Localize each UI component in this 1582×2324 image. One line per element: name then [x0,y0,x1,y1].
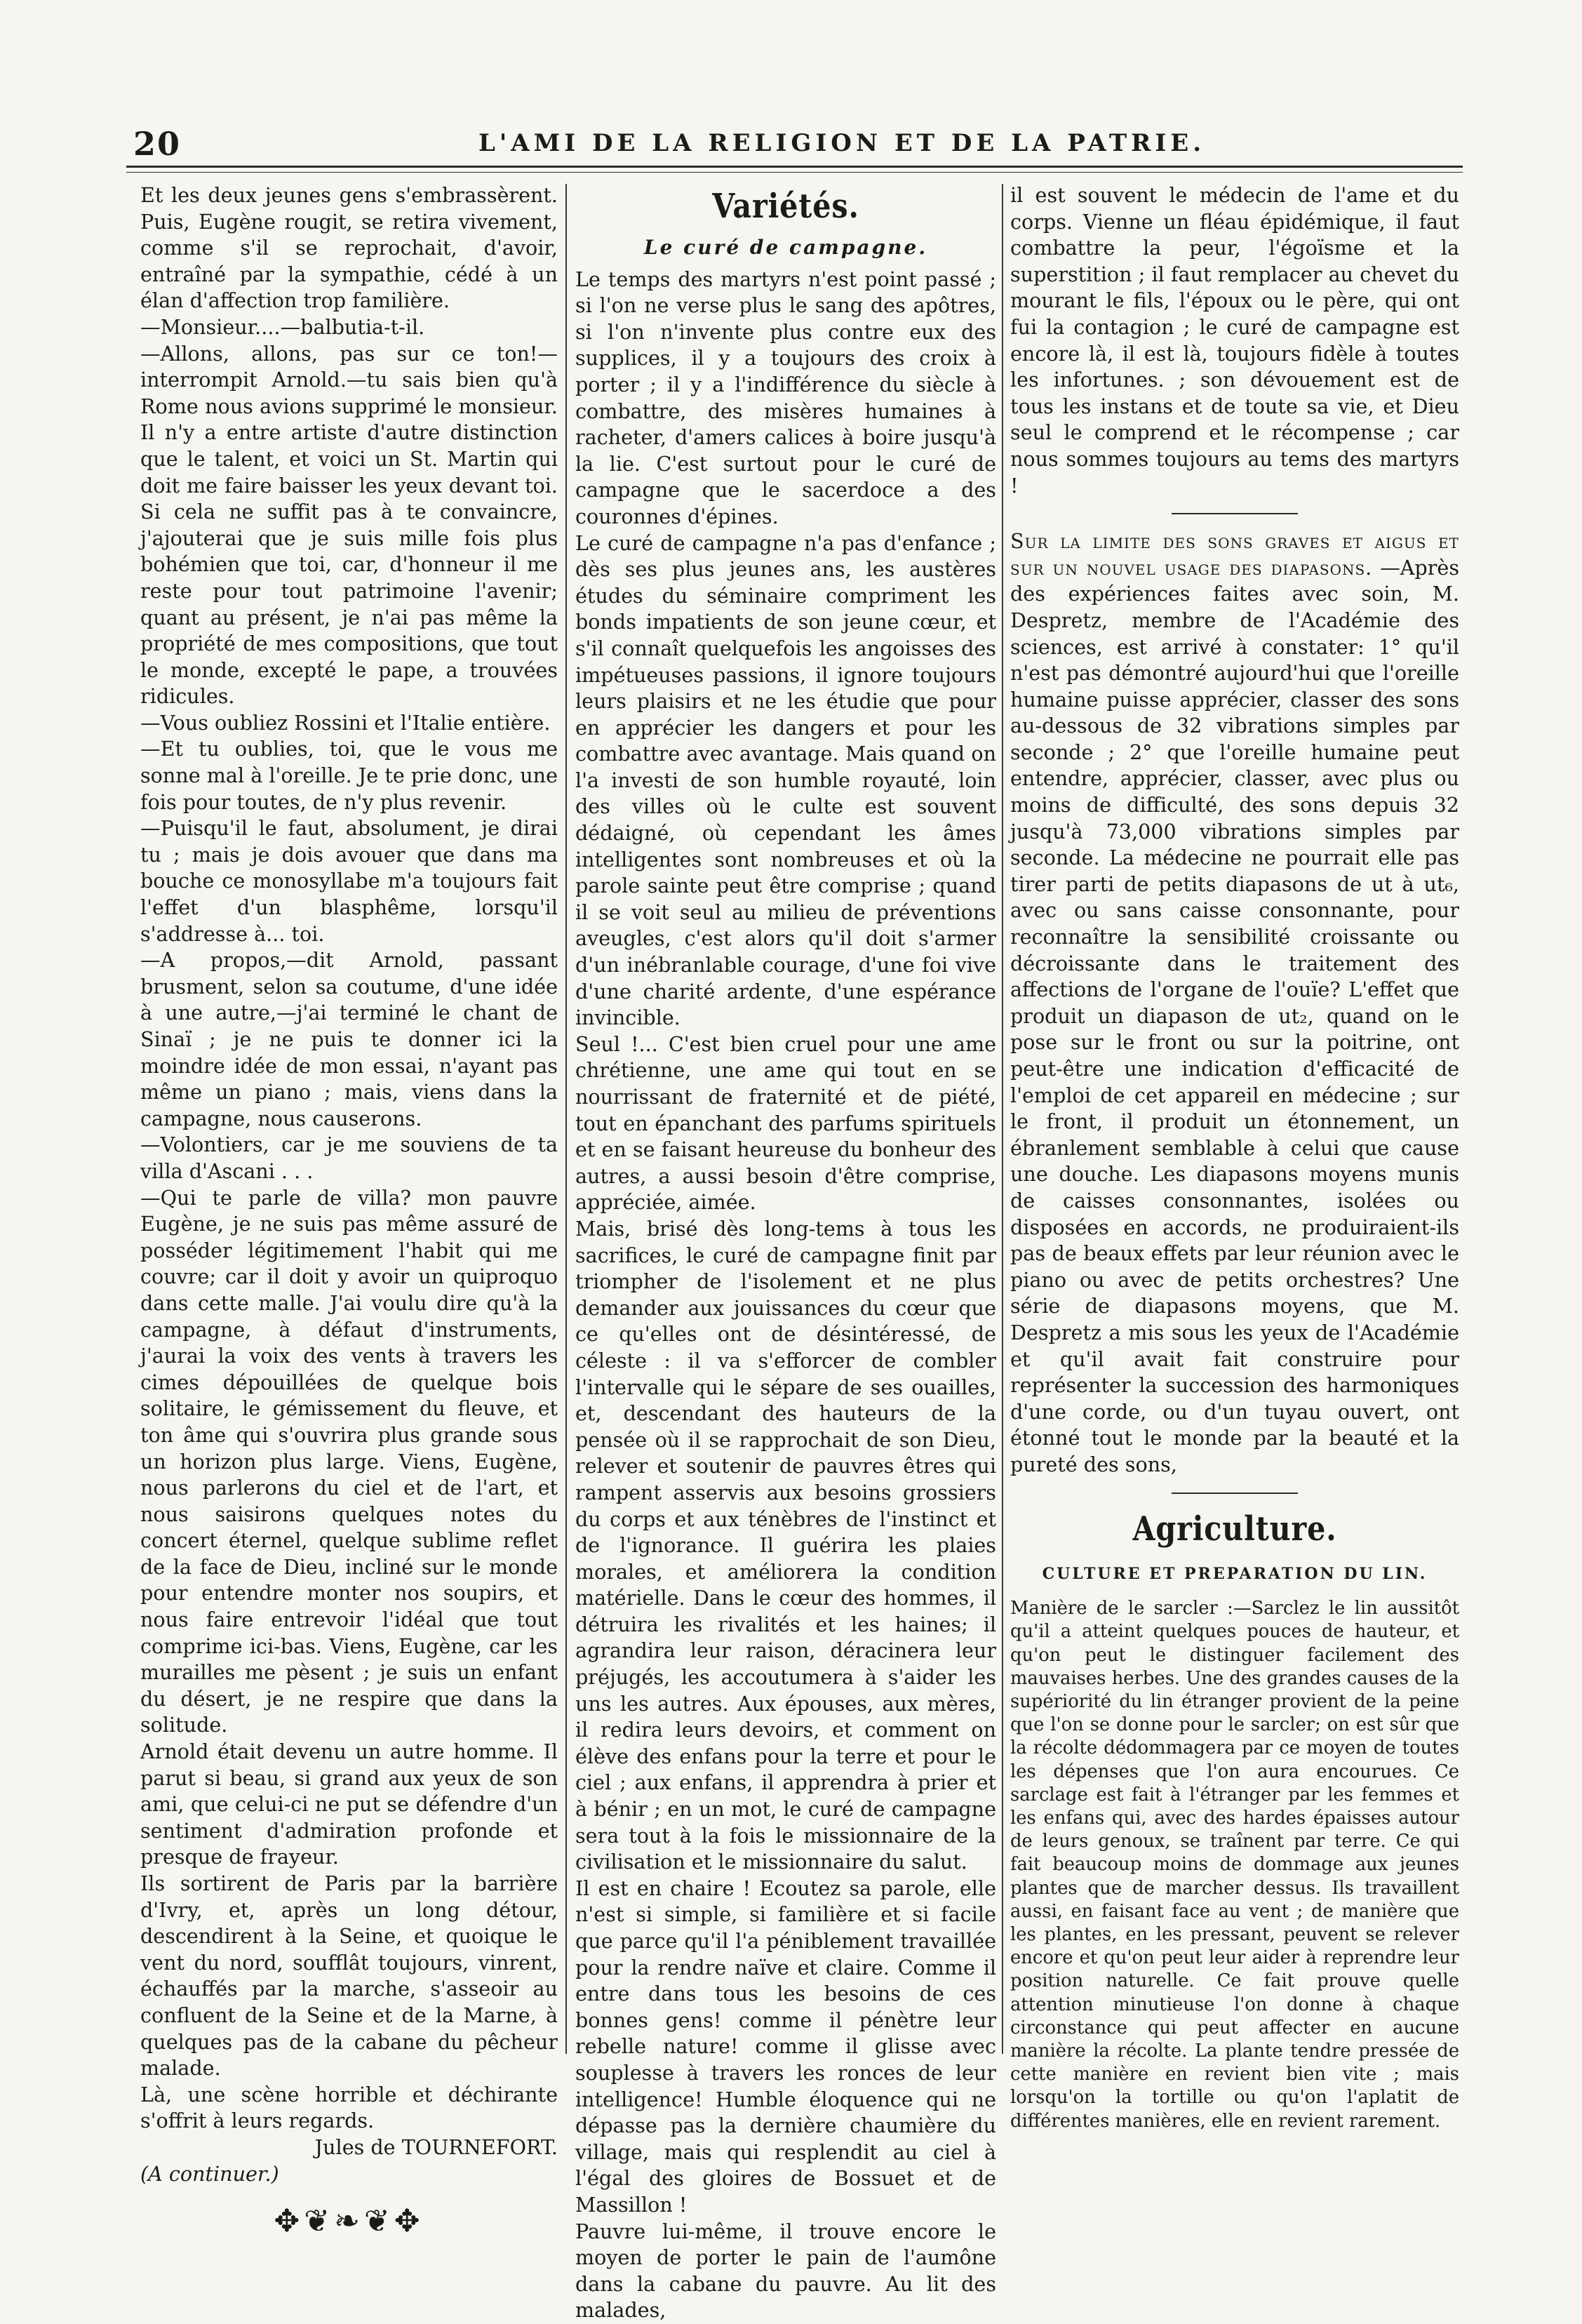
paragraph: —Monsieur....—balbutia-t-il. [140,314,425,339]
paragraph: Manière de le sarcler :—Sarclez le lin aussitôt qu'il a atteint quelques pouces de hauteur, et qu'on peut le distinguer facilement des mauvaises herbes. Une des grandes causes de la supériorité du lin étranger provient de la peine que l'on se donne pour le sarcler; on est sûr que la récolte dédommagera par ce moyen de toutes les dépenses que l'on aura encourues. Ce sarclage est fait à l'étranger par les femmes et les enfans qui, avec des hardes épaisses autour de leurs genoux, se traînent par terre. Ce qui fait beaucoup moins de dommage aux jeunes plantes que de marcher dessus. Ils travaillent aussi, en faisant face au vent ; de manière que les plantes, en les pressant, peuvent se relever encore et qu'on peut leur aider à reprendre leur position naturelle. Ce fait prouve quelle attention minutieuse l'on donne à chaque circonstance qui peut affecter en aucune manière la récolte. La plante tendre pressée de cette manière en revient bien vite ; mais lorsqu'on la tortille ou qu'on l'aplatit de différentes manières, elle en revient rarement. [1010,1598,1459,2132]
note-text: —Après des expériences faites avec soin, M. Despretz, membre de l'Académie des sciences, est arrivé à constater: 1° qu'il n'est pas démontré aujourd'hui que l'oreille humaine puisse apprécier, classer des sons au-dessous de 32 vibrations simples par seconde ; 2° que l'oreille humaine peut entendre, apprécier, classer, avec plus ou moins de difficulté, des sons depuis 32 jusqu'à 73,000 vibrations simples par seconde. La médecine ne pourrait elle pas tirer parti de petits diapasons de ut à ut₆, avec ou sans caisse consonnante, pour reconnaître la sensibilité croissante ou décroissante dans le traitement des affections de l'organe de l'ouïe? L'effet que produit un diapason de ut₂, quand on le pose sur le front ou sur la poitrine, ont peut-être une indication d'efficacité de l'emploi de cet appareil en médecine ; sur le front, il produit un étonnement, un ébranlement semblable à celui que cause une douche. Les diapasons moyens munis de caisses consonnantes, isolées ou disposées en accords, ne produiraient-ils pas de beaux effets par leur réunion avec le piano ou avec de petits orchestres? Une série de diapasons moyens, que M. Despretz a mis sous les yeux de l'Académie et qu'il avait fait construire pour représenter la succession des harmoniques d'une corde, ou d'un tuyau ouvert, ont étonné tout le monde par la beauté et la pureté des sons, [1010,555,1459,1476]
note-heading: Sur la limite des sons graves et aigus et sur un nouvel usage des diapasons. [1010,529,1459,580]
paragraph: Il est en chaire ! Ecoutez sa parole, elle n'est si simple, si familière et si facile que parce qu'il l'a péniblement travaillée pour la rendre naïve et claire. Comme il entre dans tous les besoins de ces bonnes gens! comme il pénètre leur rebelle nature! comme il glisse avec souplesse à travers les ronces de leur intelligence! Humble éloquence qui ne dépasse pas la dernière chaumière du village, mais qui resplendit au ciel à l'égal des gloires de Bossuet et de Massillon ! [575,1876,996,2217]
paragraph: Le temps des martyrs n'est point passé ; si l'on ne verse plus le sang des apôtres, si l'on n'invente plus contre eux des supplices, il y a toujours des croix à porter ; il y a l'indifférence du siècle à combattre, des misères humaines à racheter, d'amers calices à boire jusqu'à la lie. C'est surtout pour le curé de campagne que le sacerdoce a des couronnes d'épines. [575,267,996,528]
divider-ornament [1172,513,1298,514]
column-2 [575,182,996,2324]
paragraph: Et les deux jeunes gens s'embrassèrent. Puis, Eugène rougit, se retira vivement, comme s'il se reprochait, d'avoir, entraîné par la sympathie, cédé à un élan d'affection trop familière. [140,183,558,313]
divider-ornament [1172,1492,1298,1494]
paragraph: Ils sortirent de Paris par la barrière d'Ivry, et, après un long détour, descendirent à la Seine, et quoique le vent du nord, soufflât toujours, vinrent, échauffés par la marche, s'asseoir au confluent de la Seine et de la Marne, à quelques pas de la cabane du pêcheur malade. [140,1871,558,2081]
paragraph: —Volontiers, car je me souviens de ta villa d'Ascani . . . [140,1133,558,1183]
page-number: 20 [133,125,182,163]
paragraph: Mais, brisé dès long-tems à tous les sacrifices, le curé de campagne finit par triompher de l'isolement et ne plus demander aux jouissances du cœur que ce qu'elles ont de désintéressé, de céleste : il va s'efforcer de combler l'intervalle qui le sépare de ses ouailles, et, descendant des hauteurs de la pensée où il se rapprochait de son Dieu, relever et soutenir de pauvres êtres qui rampent asservis aux besoins grossiers du corps et aux ténèbres de l'instinct et de l'ignorance. Il guérira les plaies morales, et améliorera la condition matérielle. Dans le cœur des hommes, il détruira les rivalités et les haines; il agrandira leur raison, déracinera leur préjugés, les accoutumera à s'aider les uns les autres. Aux épouses, aux mères, il redira leurs devoirs, et comment on élève des enfans pour la terre et pour le ciel ; aux enfans, il apprendra à prier et à bénir ; en un mot, le curé de campagne sera tout à la fois le missionnaire de la civilisation et le missionnaire du salut. [575,1216,996,1874]
paragraph: —Vous oubliez Rossini et l'Italie entière. [140,710,551,735]
article-subtitle: CULTURE ET PREPARATION DU LIN. [1042,1564,1428,1583]
paragraph: Seul !... C'est bien cruel pour une ame chrétienne, une ame qui tout en se nourrissant de fraternité et de piété, tout en épanchant des parfums spirituels et en se faisant heureuse du bonheur des autres, a aussi besoin d'être comprise, appréciée, aimée. [575,1031,996,1215]
column-1 [140,182,558,2240]
section-title: Variétés. [712,187,859,226]
author-signature: Jules de TOURNEFORT. [314,2135,558,2159]
paragraph: Pauvre lui-même, il trouve encore le moyen de porter le pain de l'aumône dans la cabane du pauvre. Au lit des malades, [575,2219,996,2323]
paragraph: —Allons, allons, pas sur ce ton!—interrompit Arnold.—tu sais bien qu'à Rome nous avions supprimé le monsieur. Il n'y a entre artiste d'autre distinction que le talent, et voici un St. Martin qui doit me faire baisser les yeux devant toi. Si cela ne suffit pas à te convaincre, j'ajouterai que je suis mille fois plus bohémien que toi, car, d'honneur il me reste pour tout patrimoine l'avenir; quant au présent, je n'ai pas même la propriété de mes compositions, que tout le monde, excepté le pape, a trouvées ridicules. [140,341,558,709]
paragraph: —Qui te parle de villa? mon pauvre Eugène, je ne suis pas même assuré de posséder légitimement l'habit qui me couvre; car il doit y avoir un quiproquo dans cette malle. J'ai voulu dire qu'à la campagne, à défaut d'instruments, j'aurai la voix des vents à travers les cimes dépouillées de quelque bois solitaire, le gémissement du fleuve, et ton âme qui s'ouvrira plus grande sous un horizon plus large. Viens, Eugène, nous parlerons du ciel et de l'art, et nous saisirons quelques notes du concert éternel, quelque sublime reflet de la face de Dieu, incliné sur le monde pour entendre monter nos soupirs, et nous faire entrevoir l'idéal que tout comprime ici-bas. Viens, Eugène, car les murailles me pèsent ; je suis un enfant du désert, je ne respire que dans la solitude. [140,1185,558,1737]
article-subtitle: Le curé de campagne. [643,236,928,259]
paragraph: —Puisqu'il le faut, absolument, je dirai tu ; mais je dois avouer que dans ma bouche ce monosyllabe m'a toujours fait l'effet d'un blasphême, lorsqu'il s'addresse à... toi. [140,816,558,946]
paragraph: Le curé de campagne n'a pas d'enfance ; dès ses plus jeunes ans, les austères études du séminaire compriment les bonds impatients de son jeune cœur, et s'il connaît quelquefois les angoisses des impétueuses passions, il ignore toujours leurs plaisirs et ne les étudie que pour en apprécier les dangers et pour les combattre avec avantage. Mais quand on l'a investi de son humble royauté, loin des villes où le culte est souvent dédaigné, où cependant les âmes intelligentes sont nombreuses et où la parole sainte peut être comprise ; quand il se voit seul au milieu de préventions aveugles, c'est alors qu'il doit s'armer d'un inébranlable courage, d'une foi vive d'une charité ardente, d'une espérance invincible. [575,530,996,1030]
to-continue: (A continuer.) [140,2161,279,2186]
paragraph: Là, une scène horrible et déchirante s'offrit à leurs regards. [140,2082,558,2133]
paragraph: —Et tu oublies, toi, que le vous me sonne mal à l'oreille. Je te prie donc, une fois pour toutes, de n'y plus revenir. [140,737,558,814]
section-title: Agriculture. [1132,1509,1337,1549]
paragraph: il est souvent le médecin de l'ame et du corps. Vienne un fléau épidémique, il faut combattre la peur, l'égoïsme et la superstition ; il faut remplacer au chevet du mourant le fils, l'époux ou le père, qui ont fui la contagion ; le curé de campagne est encore là, il est là, toujours fidèle à toutes les infortunes. ; son dévouement est de tous les instans et de toute sa vie, et Dieu seul le comprend et le récompense ; car nous sommes toujours au tems des martyrs ! [1010,183,1459,497]
column-divider-2 [1002,184,1003,2054]
end-ornament-icon: ✥❦❧❦✥ [274,2203,424,2240]
science-note [1010,528,1459,1478]
paragraph: —A propos,—dit Arnold, passant brusment, selon sa coutume, d'une idée à une autre,—j'ai terminé le chant de Sinaï ; je ne puis te donner ici la moindre idée de mon essai, n'ayant pas même un piano ; mais, viens dans la campagne, nous causerons. [140,948,558,1130]
header-rule [126,166,1463,173]
paragraph: Arnold était devenu un autre homme. Il parut si beau, si grand aux yeux de son ami, que celui-ci ne put se défendre d'un sentiment d'admiration profonde et presque de frayeur. [140,1739,558,1869]
column-3 [1010,182,1459,2133]
running-head: L'AMI DE LA RELIGION ET DE LA PATRIE. [478,129,1206,157]
column-divider-1 [565,184,567,2054]
